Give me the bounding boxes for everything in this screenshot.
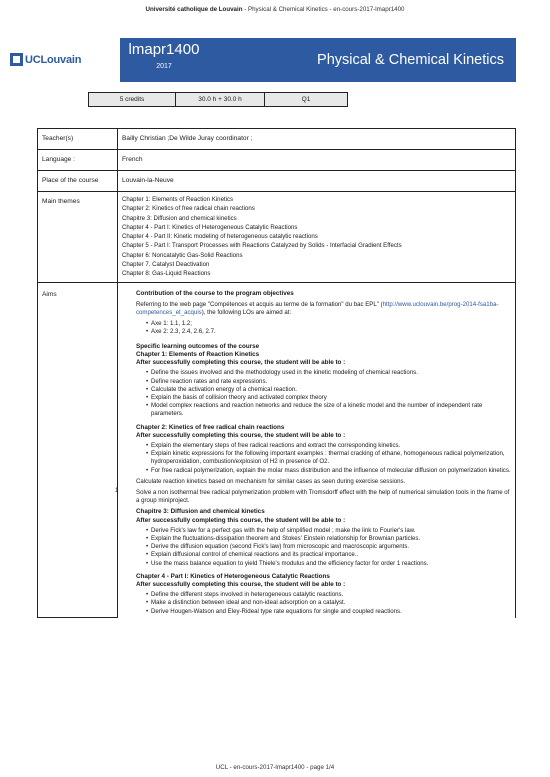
- chapter2-title: Chapter 2: Kinetics of free radical chain reactions: [136, 423, 285, 431]
- contribution-title: Contribution of the course to the program objectives: [136, 289, 294, 297]
- themes-list: [118, 192, 516, 283]
- header-course-ref: - Physical & Chemical Kinetics - en-cours-2017-lmapr1400: [242, 6, 405, 13]
- theme-item: Chapter 8: Gas-Liquid Reactions: [122, 270, 211, 278]
- after-completing-text: After successfully completing this course, the student will be able to :: [136, 516, 346, 524]
- place-row: [38, 171, 516, 192]
- theme-item: Chapter 6: Noncatalytic Gas-Solid Reactions: [122, 251, 243, 259]
- list-item: • Define reaction rates and rate expressions.: [146, 378, 511, 386]
- list-item: • Explain the fluctuations-dissipation theorem and Stokes' Einstein relationship for Brownian particles.: [146, 535, 511, 543]
- course-title-box: [208, 38, 516, 82]
- university-name: Université catholique de Louvain: [145, 6, 243, 13]
- language-row: [38, 150, 516, 171]
- logo-text: UCLouvain: [25, 53, 82, 66]
- list-item: • Derive Hougen-Watson and Eley-Rideal type rate equations for single and coupled reactions.: [146, 608, 511, 616]
- theme-item: Chapter 5 - Part I: Transport Processes with Reactions Catalyzed by Solids - Interfacial Gradient Effects: [122, 242, 402, 250]
- axes-list: [146, 320, 511, 336]
- theme-item: Chapter 7. Catalyst Deactivation: [122, 261, 210, 269]
- list-item: • Define the issues involved and the methodology used in the kinetic modeling of chemical reactions.: [146, 369, 511, 377]
- themes-row: [38, 192, 516, 283]
- list-item: • Define the different steps involved in heterogeneous catalytic reactions.: [146, 591, 511, 599]
- aims-number: 1: [115, 486, 119, 494]
- list-item: • Axe 1: 1.1, 1.2;: [146, 320, 511, 328]
- teachers-label: Teacher(s): [38, 129, 118, 150]
- course-info-table: [37, 128, 516, 618]
- shield-icon: [10, 53, 23, 66]
- list-item: • Explain the elementary steps of free radical reactions and extract the corresponding kinetics.: [146, 442, 511, 450]
- contribution-text: [136, 301, 511, 317]
- list-item: • Make a distinction between ideal and non-ideal adsorption on a catalyst.: [146, 599, 511, 607]
- theme-item: Chapter 4 - Part II: Kinetic modeling of heterogeneous catalytic reactions: [122, 233, 318, 241]
- list-item: • Derive the diffusion equation (second Fick's law) from microscopic and macroscopic arguments.: [146, 543, 511, 551]
- after-completing-text: After successfully completing this course, the student will be able to :: [136, 359, 346, 367]
- quadrimester-value: Q1: [265, 93, 347, 106]
- credits-bar: [88, 92, 348, 107]
- contribution-text-part1: Referring to the web page "Compétences et acquis au terme de la formation" du bac EPL" (: [136, 300, 383, 308]
- language-label: Language :: [38, 150, 118, 171]
- aims-label: Aims: [38, 282, 118, 618]
- chapter2-paragraph: Solve a non isothermal free radical polymerization problem with Tromsdorff effect with the help of numerical simulation tools in the frame of a group miniproject.: [136, 488, 510, 505]
- contribution-text-part2: ), the following LOs are aimed at:: [201, 309, 292, 317]
- course-code-box: [120, 38, 208, 82]
- teachers-row: [38, 129, 516, 150]
- course-title: Physical & Chemical Kinetics: [317, 52, 504, 68]
- course-year: 2017: [156, 63, 172, 70]
- chapter3-title: Chapitre 3: Diffusion and chemical kinetics: [136, 508, 265, 516]
- page-footer: UCL - en-cours-2017-lmapr1400 - page 1/4: [215, 764, 335, 771]
- chapter4-list: [146, 591, 511, 616]
- language-value: French: [118, 150, 516, 171]
- list-item: • Derive Fick's law for a perfect gas with the help of simplified model ; make the link to Fourier's law.: [146, 527, 511, 535]
- list-item: • Model complex reactions and reaction networks and reduce the size of a kinetic model and the number of independent rate parameters.: [146, 402, 511, 418]
- credits-value: 5 credits: [89, 93, 176, 106]
- place-label: Place of the course: [38, 171, 118, 192]
- themes-label: Main themes: [38, 192, 118, 283]
- list-item: • For free radical polymerization, explain the molar mass distribution and the influence of molecular diffusion on polymerization kinetics.: [146, 467, 511, 475]
- chapter1-list: [146, 369, 511, 418]
- uclouvain-logo: [10, 53, 81, 66]
- chapter1-title: Chapter 1: Elements of Reaction Kinetics: [136, 350, 260, 358]
- specific-outcomes-title: Specific learning outcomes of the course: [136, 342, 260, 350]
- chapter3-list: [146, 527, 511, 568]
- theme-item: Chapter 2: Kinetics of free radical chain reactions: [122, 205, 255, 213]
- list-item: • Use the mass balance equation to yield Thiele's modulus and the efficiency factor for order 1 reactions.: [146, 560, 511, 568]
- list-item: • Axe 2: 2.3, 2.4, 2.6, 2.7.: [146, 328, 511, 336]
- after-completing-text: After successfully completing this course, the student will be able to :: [136, 580, 346, 588]
- list-item: • Explain kinetic expressions for the following important examples : thermal cracking of ethane, homogeneous radical polymerization, hydroperoxidation, combustion/explosion of H2 in presence of O2.: [146, 450, 511, 466]
- chapter2-list: [146, 442, 511, 475]
- hours-value: 30.0 h + 30.0 h: [176, 93, 265, 106]
- theme-item: Chapter 1: Elements of Reaction Kinetics: [122, 196, 234, 203]
- chapter4-title: Chapter 4 - Part I: Kinetics of Heterogeneous Catalytic Reactions: [136, 572, 330, 580]
- list-item: • Explain the basis of collision theory and activated complex theory: [146, 394, 511, 402]
- after-completing-text: After successfully completing this course, the student will be able to :: [136, 431, 346, 439]
- list-item: • Calculate the activation energy of a chemical reaction.: [146, 386, 511, 394]
- aims-block: [115, 289, 511, 616]
- theme-item: Chapitre 3: Diffusion and chemical kinetics: [122, 214, 237, 222]
- course-code: lmapr1400: [128, 41, 200, 58]
- list-item: • Explain diffusional control of chemical reactions and its practical importance..: [146, 551, 511, 559]
- aims-row: [38, 282, 516, 618]
- page-header-line: [0, 6, 550, 13]
- place-value: Louvain-la-Neuve: [118, 171, 516, 192]
- theme-item: Chapter 4 - Part I: Kinetics of Heterogeneous Catalytic Reactions: [122, 223, 298, 231]
- teachers-value: Bailly Christian ;De Wilde Juray coordinator ;: [118, 129, 516, 150]
- chapter2-paragraph: Calculate reaction kinetics based on mechanism for similar cases as seen during exercise sessions.: [136, 477, 406, 485]
- aims-content: [115, 282, 516, 618]
- competences-link[interactable]: http://www.uclouvain.be/prog-2014-fsa1ba-competences_et_acquis: [136, 300, 499, 317]
